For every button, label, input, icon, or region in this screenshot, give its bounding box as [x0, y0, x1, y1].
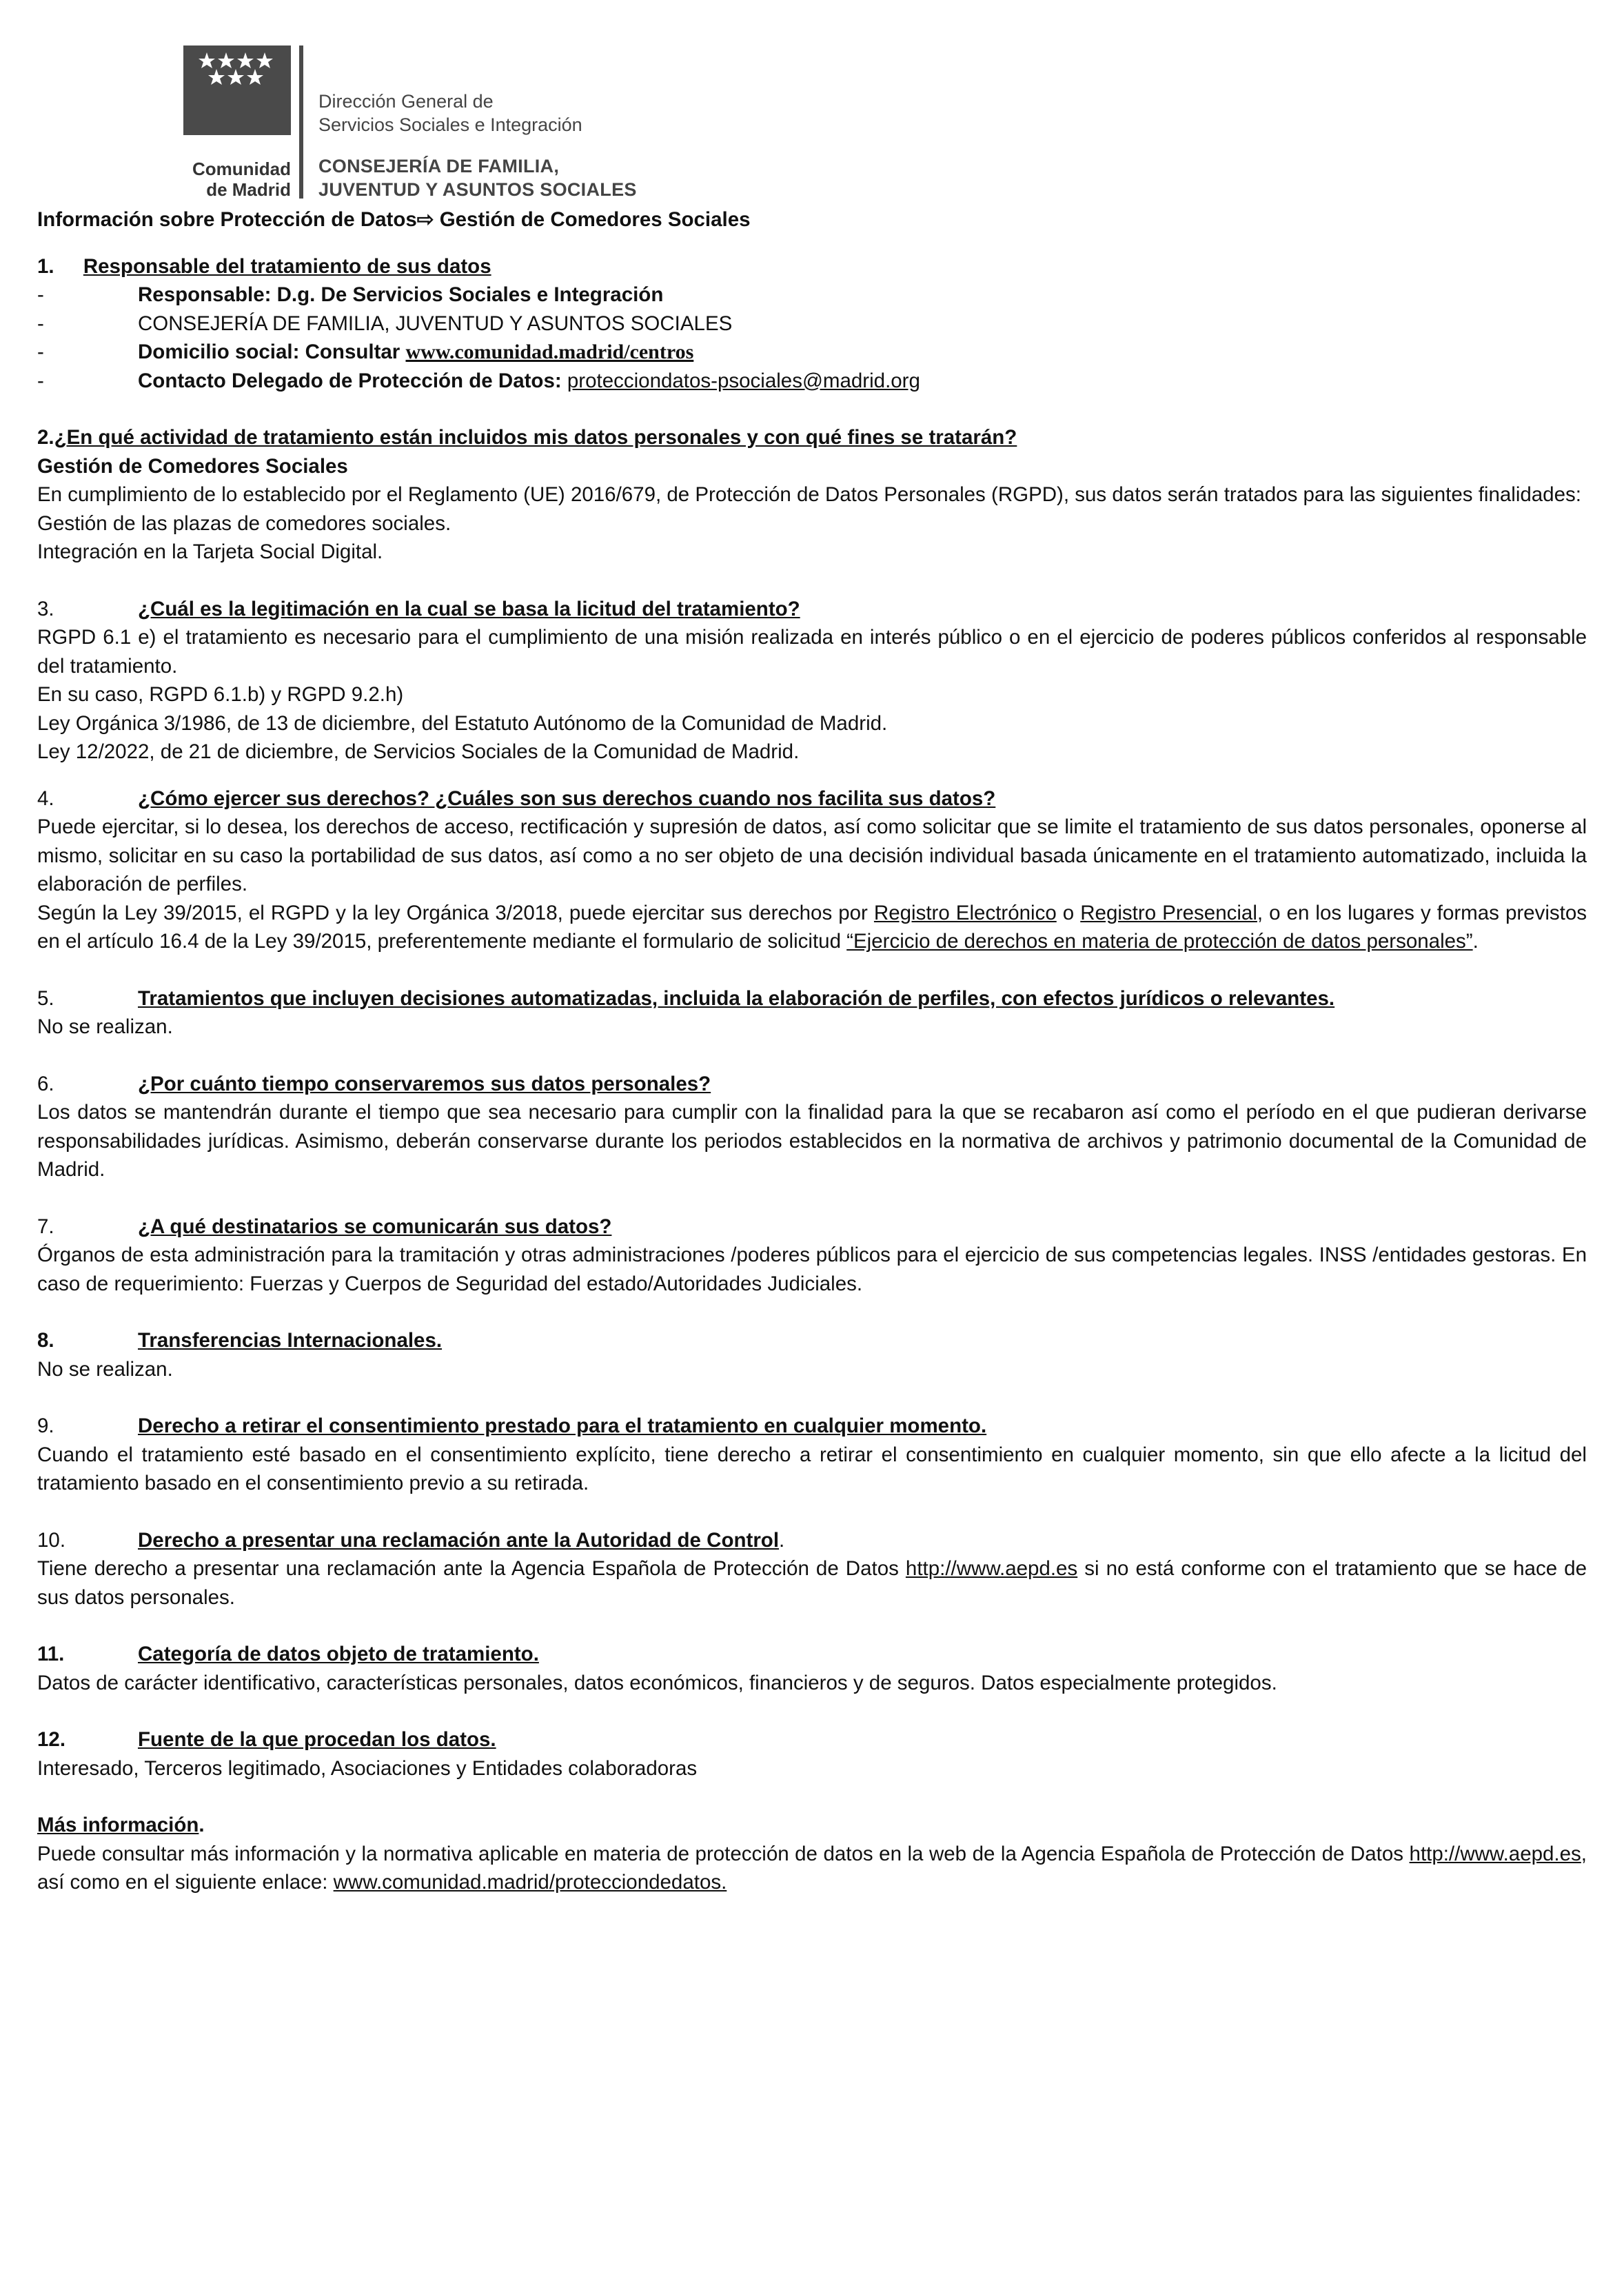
section-number: 10.: [37, 1528, 66, 1552]
comunidad-madrid-logo: [183, 45, 291, 135]
section-title: ¿Cuál es la legitimación en la cual se basa la licitud del tratamiento?: [138, 597, 800, 620]
title-text: Información sobre Protección de Datos: [37, 208, 417, 231]
registro-electronico-link[interactable]: Registro Electrónico: [873, 901, 1057, 924]
text: .: [1472, 930, 1479, 953]
section-3-heading: [37, 595, 1587, 624]
section-6-heading: [37, 1070, 1587, 1099]
paragraph: RGPD 6.1 e) el tratamiento es necesario para el cumplimiento de una misión realizada en interés público o en el ejercicio de poderes públicos conferidos al responsable del tratamiento.: [37, 626, 1587, 678]
section-title: ¿Por cuánto tiempo conservaremos sus datos personales?: [138, 1072, 711, 1095]
aepd-link[interactable]: http://www.aepd.es: [905, 1557, 1078, 1580]
paragraph: Órganos de esta administración para la tramitación y otras administraciones /poderes públicos para el ejercicio de sus competencias legales. INSS /entidades gestoras. En caso de requerimiento: Fuerzas y Cuerpos de Seguridad del estado/Autoridades Judiciales.: [37, 1244, 1587, 1295]
ministry-line-2: JUVENTUD Y ASUNTOS SOCIALES: [318, 179, 637, 200]
consejeria-text: CONSEJERÍA DE FAMILIA, JUVENTUD Y ASUNTOS SOCIALES: [138, 312, 733, 335]
ministry-line-1: CONSEJERÍA DE FAMILIA,: [318, 156, 560, 176]
section-title: Tratamientos que incluyen decisiones automatizadas, incluida la elaboración de perfiles, con efectos jurídicos o relevantes.: [138, 986, 1335, 1010]
registro-presencial-link[interactable]: Registro Presencial: [1080, 901, 1257, 924]
aepd-link[interactable]: http://www.aepd.es: [1409, 1842, 1581, 1865]
section-5-heading: [37, 984, 1587, 1013]
section-title: ¿A qué destinatarios se comunicarán sus datos?: [138, 1215, 612, 1238]
section-9-heading: [37, 1412, 1587, 1441]
paragraph: Integración en la Tarjeta Social Digital.: [37, 540, 383, 563]
document-body: [37, 205, 1587, 1897]
bullet: -: [37, 369, 44, 392]
paragraph: [37, 899, 1587, 956]
paragraph: Datos de carácter identificativo, características personales, datos económicos, financieros y de seguros. Datos especialmente protegidos.: [37, 1671, 1277, 1694]
text: o: [1056, 901, 1081, 924]
paragraph: [37, 1554, 1587, 1612]
section-number: 1.: [37, 254, 54, 278]
section-11-heading: [37, 1640, 1587, 1669]
section-title: Responsable del tratamiento de sus datos: [83, 254, 491, 278]
paragraph: Gestión de las plazas de comedores sociales.: [37, 511, 451, 535]
list-item: [37, 310, 1587, 338]
proteccion-datos-link[interactable]: www.comunidad.madrid/protecciondedatos.: [333, 1871, 727, 1894]
text: , así como en el siguiente enlace:: [37, 1842, 1587, 1894]
paragraph: Los datos se mantendrán durante el tiempo que sea necesario para cumplir con la finalidad para la que se recabaron así como el período en el que pudieran derivarse responsabilidades jurídicas. Asimismo, deberán conservarse durante los periodos establecidos en la normativa de archivos y patrimonio documental de la Comunidad de Madrid.: [37, 1101, 1587, 1181]
responsable-text: Responsable: D.g. De Servicios Sociales e Integración: [138, 283, 664, 306]
paragraph: Interesado, Terceros legitimado, Asociaciones y Entidades colaboradoras: [37, 1756, 698, 1780]
directorate-line-1: Dirección General de: [318, 91, 494, 112]
title-period: .: [779, 1528, 785, 1552]
section-number: 12.: [37, 1728, 66, 1751]
section-title: Categoría de datos objeto de tratamiento.: [138, 1643, 539, 1665]
section-2-heading: [37, 423, 1587, 452]
section-number: 5.: [37, 986, 54, 1010]
centros-link[interactable]: www.comunidad.madrid/centros: [405, 341, 694, 363]
dpo-email-link[interactable]: protecciondatos-psociales@madrid.org: [567, 369, 920, 392]
section-4-heading: [37, 784, 1587, 813]
logo-text: [181, 159, 291, 200]
paragraph: Ley Orgánica 3/1986, de 13 de diciembre, del Estatuto Autónomo de la Comunidad de Madrid.: [37, 711, 888, 735]
section-number: 8.: [37, 1329, 54, 1352]
section-12-heading: [37, 1725, 1587, 1754]
section-8-heading: [37, 1326, 1587, 1355]
section-number: 4.: [37, 787, 54, 810]
section-10-heading: [37, 1526, 1587, 1555]
logo-divider: [299, 45, 303, 199]
domicilio-label: Domicilio social: Consultar: [138, 341, 406, 363]
section-1-heading: [37, 252, 1587, 281]
dpo-label: Contacto Delegado de Protección de Datos:: [138, 369, 567, 392]
section-title: ¿Cómo ejercer sus derechos? ¿Cuáles son sus derechos cuando nos facilita sus datos?: [138, 787, 996, 810]
logo-line-2: de Madrid: [206, 179, 291, 200]
bullet: -: [37, 312, 44, 335]
section-title: Fuente de la que procedan los datos.: [138, 1728, 496, 1751]
title-period: .: [199, 1814, 205, 1836]
title-subject: Gestión de Comedores Sociales: [434, 208, 751, 231]
paragraph: No se realizan.: [37, 1015, 173, 1038]
text: si no está conforme con el tratamiento que se hace de sus datos personales.: [37, 1557, 1587, 1609]
section-number: 11.: [37, 1643, 65, 1665]
bullet: -: [37, 341, 44, 363]
ministry-name: [318, 154, 637, 201]
paragraph: En su caso, RGPD 6.1.b) y RGPD 9.2.h): [37, 683, 404, 706]
paragraph: No se realizan.: [37, 1357, 173, 1381]
arrow-icon: ⇨: [416, 208, 434, 231]
section-number: 7.: [37, 1215, 54, 1238]
text: Según la Ley 39/2015, el RGPD y la ley Orgánica 3/2018, puede ejercitar sus derechos por: [37, 901, 874, 924]
paragraph: Puede ejercitar, si lo desea, los derechos de acceso, rectificación y supresión de datos, así como solicitar que se limite el tratamiento de sus datos personales, oponerse al mismo, solicitar en su caso la portabilidad de sus datos, así como a no ser objeto de una decisión individual basada únicamente en el tratamiento automatizado, incluida la elaboración de perfiles.: [37, 815, 1587, 895]
list-item: [37, 367, 1587, 396]
section-number: 2.: [37, 426, 54, 449]
activity-name: Gestión de Comedores Sociales: [37, 454, 348, 478]
stars-icon: [183, 45, 291, 135]
directorate-line-2: Servicios Sociales e Integración: [318, 114, 582, 135]
section-title: Derecho a presentar una reclamación ante la Autoridad de Control: [138, 1528, 780, 1552]
paragraph: Ley 12/2022, de 21 de diciembre, de Servicios Sociales de la Comunidad de Madrid.: [37, 740, 800, 763]
section-number: 9.: [37, 1414, 54, 1437]
section-number: 6.: [37, 1072, 54, 1095]
paragraph: En cumplimiento de lo establecido por el Reglamento (UE) 2016/679, de Protección de Datos Personales (RGPD), sus datos serán tratados para las siguientes finalidades:: [37, 483, 1581, 506]
form-link[interactable]: “Ejercicio de derechos en materia de protección de datos personales”: [846, 930, 1473, 953]
text: Puede consultar más información y la normativa aplicable en materia de protección de datos en la web de la Agencia Española de Protección de Datos: [37, 1842, 1410, 1865]
section-title: ¿En qué actividad de tratamiento están incluidos mis datos personales y con qué fines se tratarán?: [54, 426, 1017, 449]
more-info-title: Más información: [37, 1814, 199, 1836]
section-7-heading: [37, 1213, 1587, 1241]
logo-line-1: Comunidad: [192, 159, 291, 179]
directorate-name: [318, 90, 582, 136]
section-title: Transferencias Internacionales.: [138, 1329, 443, 1352]
section-number: 3.: [37, 597, 54, 620]
list-item: [37, 338, 1587, 367]
page-title: [37, 205, 1587, 234]
section-title: Derecho a retirar el consentimiento prestado para el tratamiento en cualquier momento.: [138, 1414, 987, 1437]
text: Tiene derecho a presentar una reclamación ante la Agencia Española de Protección de Datos: [37, 1557, 906, 1580]
list-item: [37, 281, 1587, 310]
bullet: -: [37, 283, 44, 306]
text: , o en los lugares y formas previstos en el artículo 16.4 de la Ley 39/2015, preferentemente mediante el formulario de solicitud: [37, 901, 1587, 953]
paragraph: Cuando el tratamiento esté basado en el consentimiento explícito, tiene derecho a retirar el consentimiento en cualquier momento, sin que ello afecte a la licitud del tratamiento basado en el consentimiento previo a su retirada.: [37, 1443, 1587, 1494]
paragraph: [37, 1840, 1587, 1897]
more-info-heading: [37, 1811, 1587, 1840]
